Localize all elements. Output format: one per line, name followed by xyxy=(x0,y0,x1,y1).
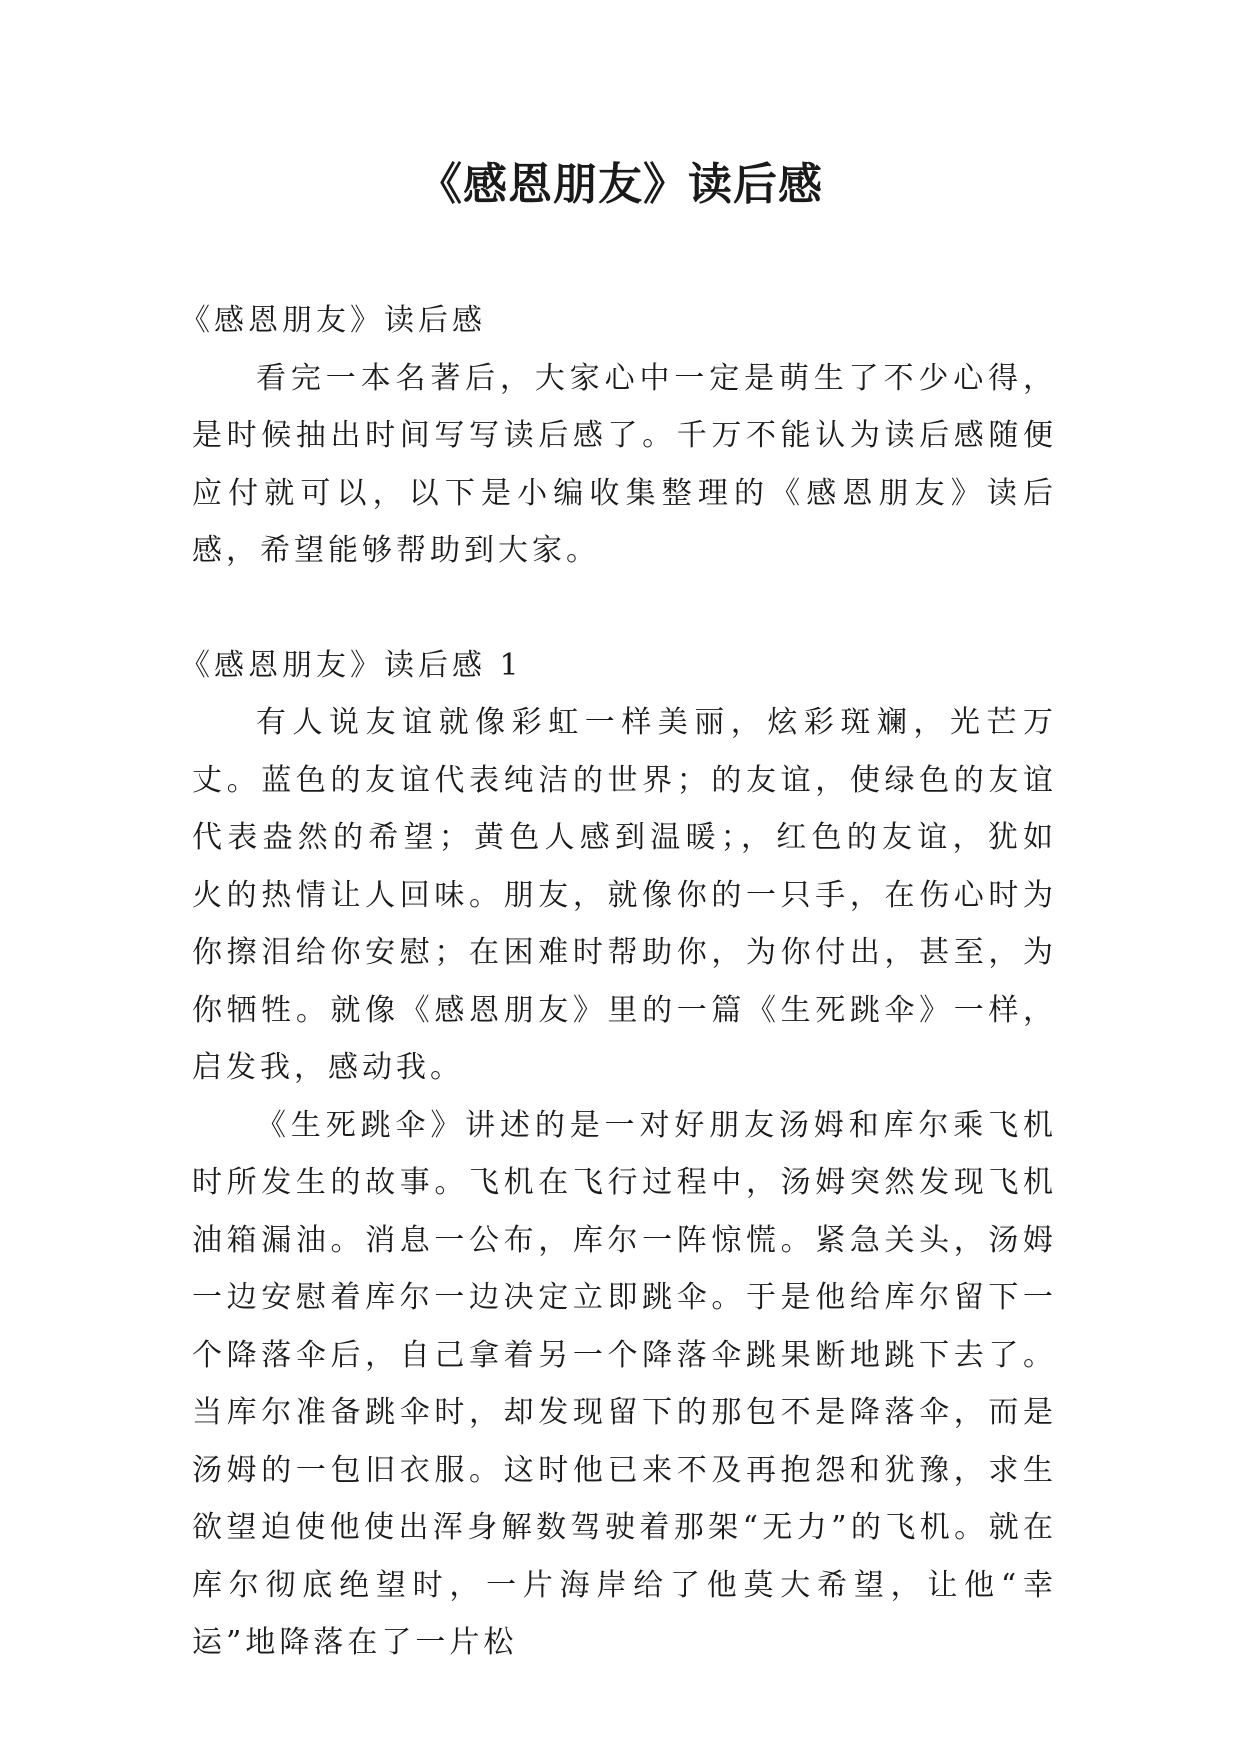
section-spacer xyxy=(192,580,1057,637)
section-heading-1: 《感恩朋友》读后感 1 xyxy=(180,647,523,683)
section-1-paragraph-1: 有人说友谊就像彩虹一样美丽，炫彩斑斓，光芒万丈。蓝色的友谊代表纯洁的世界；的友谊，使绿色的友谊代表盎然的希望；黄色人感到温暖；，红色的友谊，犹如火的热情让人回味。朋友，就像你的一只手，在伤心时为你擦泪给你安慰；在困难时帮助你，为你付出，甚至，为你牺牲。就像《感恩朋友》里的一篇《生死跳伞》一样，启发我，感动我。 xyxy=(192,705,1057,1085)
intro-heading: 《感恩朋友》读后感 xyxy=(180,303,486,338)
document-title: 《感恩朋友》读后感 xyxy=(418,159,823,210)
document-body xyxy=(180,292,1057,1672)
section-1-paragraph-2: 《生死跳伞》讲述的是一对好朋友汤姆和库尔乘飞机时所发生的故事。飞机在飞行过程中，汤姆突然发现飞机油箱漏油。消息一公布，库尔一阵惊慌。紧急关头，汤姆一边安慰着库尔一边决定立即跳伞。于是他给库尔留下一个降落伞后，自己拿着另一个降落伞跳果断地跳下去了。当库尔准备跳伞时，却发现留下的那包不是降落伞，而是汤姆的一包旧衣服。这时他已来不及再抱怨和犹豫，求生欲望迫使他使出浑身解数驾驶着那架“无力”的飞机。就在库尔彻底绝望时，一片海岸给了他莫大希望，让他“幸运”地降落在了一片松 xyxy=(192,1107,1057,1660)
intro-paragraph: 看完一本名著后，大家心中一定是萌生了不少心得，是时候抽出时间写写读后感了。千万不能认为读后感随便应付就可以，以下是小编收集整理的《感恩朋友》读后感，希望能够帮助到大家。 xyxy=(192,360,1057,568)
